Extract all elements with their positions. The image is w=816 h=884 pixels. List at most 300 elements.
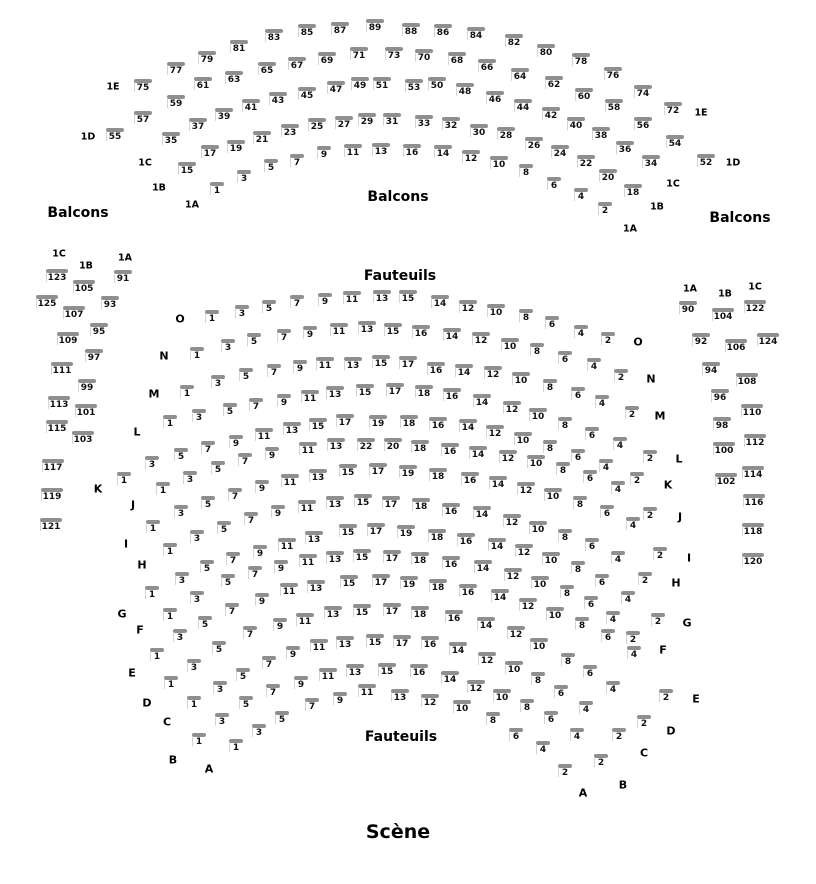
seat[interactable] [543,440,557,454]
seat[interactable] [373,77,391,91]
seat[interactable] [434,145,452,159]
seat[interactable] [484,366,502,380]
seat[interactable] [239,368,253,382]
seat[interactable] [592,127,610,141]
seat[interactable] [339,524,357,538]
seat[interactable] [226,552,240,566]
seat[interactable] [415,385,433,399]
seat[interactable] [519,164,533,178]
seat[interactable] [421,636,439,650]
seat[interactable] [239,696,253,710]
seat[interactable] [453,700,471,714]
seat[interactable] [236,668,250,682]
seat[interactable] [244,512,258,526]
seat[interactable] [286,646,300,660]
seat[interactable] [519,309,533,323]
seat[interactable] [459,419,477,433]
seat[interactable] [308,118,326,132]
seat[interactable] [429,417,447,431]
seat[interactable] [385,47,403,61]
seat[interactable] [252,724,266,738]
seat[interactable] [327,81,345,95]
seat[interactable] [520,699,534,713]
seat[interactable] [514,432,532,446]
seat[interactable] [611,551,625,565]
seat[interactable] [584,596,598,610]
seat[interactable] [411,606,429,620]
seat[interactable] [529,521,547,535]
seat[interactable] [612,728,626,742]
seat[interactable] [741,404,763,418]
seat[interactable] [428,77,446,91]
seat[interactable] [472,332,490,346]
seat[interactable] [175,572,189,586]
seat[interactable] [145,586,159,600]
seat[interactable] [174,448,188,462]
seat[interactable] [544,711,558,725]
seat[interactable] [366,634,384,648]
seat[interactable] [571,561,585,575]
seat[interactable] [431,295,449,309]
seat[interactable] [150,648,164,662]
seat[interactable] [391,689,409,703]
seat[interactable] [579,701,593,715]
seat[interactable] [46,269,68,283]
seat[interactable] [288,57,306,71]
seat[interactable] [659,689,673,703]
seat[interactable] [167,62,185,76]
seat[interactable] [134,79,152,93]
seat[interactable] [402,23,420,37]
seat[interactable] [230,40,248,54]
seat[interactable] [542,107,560,121]
seat[interactable] [326,496,344,510]
seat[interactable] [600,505,614,519]
seat[interactable] [400,576,418,590]
seat[interactable] [255,480,269,494]
seat[interactable] [106,128,124,142]
seat[interactable] [487,304,505,318]
seat[interactable] [570,728,584,742]
seat[interactable] [634,117,652,131]
seat[interactable] [519,598,537,612]
seat[interactable] [101,296,119,310]
seat[interactable] [200,560,214,574]
seat[interactable] [461,472,479,486]
seat[interactable] [443,328,461,342]
seat[interactable] [488,538,506,552]
seat[interactable] [358,684,376,698]
seat[interactable] [309,469,327,483]
seat[interactable] [40,518,62,532]
seat[interactable] [536,741,550,755]
seat[interactable] [606,611,620,625]
seat[interactable] [384,323,402,337]
seat[interactable] [527,455,545,469]
seat[interactable] [529,408,547,422]
seat[interactable] [237,170,251,184]
seat[interactable] [713,442,735,456]
seat[interactable] [318,52,336,66]
seat[interactable] [225,71,243,85]
seat[interactable] [235,305,249,319]
seat[interactable] [145,456,159,470]
seat[interactable] [501,338,519,352]
seat[interactable] [599,459,613,473]
seat[interactable] [442,117,460,131]
seat[interactable] [267,364,281,378]
seat[interactable] [499,450,517,464]
seat[interactable] [305,698,319,712]
seat[interactable] [455,364,473,378]
seat[interactable] [412,498,430,512]
seat[interactable] [400,415,418,429]
seat[interactable] [604,67,622,81]
seat[interactable] [330,323,348,337]
seat[interactable] [201,145,219,159]
seat[interactable] [572,53,590,67]
seat[interactable] [205,310,219,324]
seat[interactable] [248,566,262,580]
seat[interactable] [242,99,260,113]
seat[interactable] [503,401,521,415]
seat[interactable] [473,394,491,408]
seat[interactable] [595,395,609,409]
seat[interactable] [712,308,734,322]
seat[interactable] [274,560,288,574]
seat[interactable] [491,589,509,603]
seat[interactable] [515,544,533,558]
seat[interactable] [595,574,609,588]
seat[interactable] [666,135,684,149]
seat[interactable] [187,696,201,710]
seat[interactable] [625,406,639,420]
seat[interactable] [212,641,226,655]
seat[interactable] [356,384,374,398]
seat[interactable] [75,404,97,418]
seat[interactable] [383,603,401,617]
seat[interactable] [283,422,301,436]
seat[interactable] [293,360,307,374]
seat[interactable] [213,681,227,695]
seat[interactable] [711,389,729,403]
seat[interactable] [326,551,344,565]
seat[interactable] [190,530,204,544]
seat[interactable] [442,503,460,517]
seat[interactable] [467,680,485,694]
seat[interactable] [616,141,634,155]
seat[interactable] [238,453,252,467]
seat[interactable] [573,496,587,510]
seat[interactable] [560,585,574,599]
seat[interactable] [221,339,235,353]
seat[interactable] [547,177,561,191]
seat[interactable] [585,427,599,441]
seat[interactable] [190,591,204,605]
seat[interactable] [255,428,273,442]
seat[interactable] [428,529,446,543]
seat[interactable] [369,463,387,477]
seat[interactable] [558,529,572,543]
seat[interactable] [449,642,467,656]
seat[interactable] [180,385,194,399]
seat[interactable] [266,684,280,698]
seat[interactable] [531,576,549,590]
seat[interactable] [410,664,428,678]
seat[interactable] [357,438,375,452]
seat[interactable] [611,481,625,495]
seat[interactable] [679,301,697,315]
seat[interactable] [505,661,523,675]
seat[interactable] [277,329,291,343]
seat[interactable] [478,652,496,666]
seat[interactable] [736,373,758,387]
seat[interactable] [399,356,417,370]
seat[interactable] [162,132,180,146]
seat[interactable] [558,417,572,431]
seat[interactable] [530,343,544,357]
seat[interactable] [258,62,276,76]
seat[interactable] [372,574,390,588]
seat[interactable] [211,461,225,475]
seat[interactable] [469,446,487,460]
seat[interactable] [264,159,278,173]
seat[interactable] [434,24,452,38]
seat[interactable] [36,295,58,309]
seat[interactable] [146,520,160,534]
seat[interactable] [198,616,212,630]
seat[interactable] [335,116,353,130]
seat[interactable] [163,608,177,622]
seat[interactable] [90,323,108,337]
seat[interactable] [221,574,235,588]
seat[interactable] [517,482,535,496]
seat[interactable] [429,579,447,593]
seat[interactable] [544,488,562,502]
seat[interactable] [653,547,667,561]
seat[interactable] [651,613,665,627]
seat[interactable] [326,386,344,400]
seat[interactable] [507,626,525,640]
seat[interactable] [353,549,371,563]
seat[interactable] [134,111,152,125]
seat[interactable] [255,593,269,607]
seat[interactable] [459,584,477,598]
seat[interactable] [281,124,299,138]
seat[interactable] [637,715,651,729]
seat[interactable] [303,326,317,340]
seat[interactable] [605,99,623,113]
seat[interactable] [583,470,597,484]
seat[interactable] [174,505,188,519]
seat[interactable] [339,464,357,478]
seat[interactable] [201,441,215,455]
seat[interactable] [372,355,390,369]
seat[interactable] [583,665,597,679]
seat[interactable] [372,143,390,157]
seat[interactable] [486,91,504,105]
seat[interactable] [626,517,640,531]
seat[interactable] [310,639,328,653]
seat[interactable] [571,449,585,463]
seat[interactable] [613,437,627,451]
seat[interactable] [626,631,640,645]
seat[interactable] [556,462,570,476]
seat[interactable] [41,488,63,502]
seat[interactable] [429,468,447,482]
seat[interactable] [336,636,354,650]
seat[interactable] [192,409,206,423]
seat[interactable] [354,494,372,508]
seat[interactable] [48,396,70,410]
seat[interactable] [459,300,477,314]
seat[interactable] [350,47,368,61]
seat[interactable] [384,438,402,452]
seat[interactable] [298,500,316,514]
seat[interactable] [217,521,231,535]
seat[interactable] [358,113,376,127]
seat[interactable] [299,554,317,568]
seat[interactable] [399,290,417,304]
seat[interactable] [462,150,480,164]
seat[interactable] [369,415,387,429]
seat[interactable] [201,496,215,510]
seat[interactable] [606,681,620,695]
seat[interactable] [713,417,731,431]
seat[interactable] [545,76,563,90]
seat[interactable] [223,403,237,417]
seat[interactable] [575,617,589,631]
seat[interactable] [164,676,178,690]
seat[interactable] [558,764,572,778]
seat[interactable] [386,383,404,397]
seat[interactable] [511,68,529,82]
seat[interactable] [411,440,429,454]
seat[interactable] [51,362,73,376]
seat[interactable] [247,333,261,347]
seat[interactable] [225,603,239,617]
seat[interactable] [397,525,415,539]
seat[interactable] [281,474,299,488]
seat[interactable] [367,523,385,537]
seat[interactable] [509,728,523,742]
seat[interactable] [504,568,522,582]
seat[interactable] [598,202,612,216]
seat[interactable] [290,154,304,168]
seat[interactable] [189,118,207,132]
seat[interactable] [163,543,177,557]
seat[interactable] [634,85,652,99]
seat[interactable] [393,635,411,649]
seat[interactable] [344,144,362,158]
seat[interactable] [85,349,103,363]
seat[interactable] [72,431,94,445]
seat[interactable] [457,533,475,547]
seat[interactable] [624,184,642,198]
seat[interactable] [290,295,304,309]
seat[interactable] [358,321,376,335]
seat[interactable] [262,300,276,314]
seat[interactable] [742,523,764,537]
seat[interactable] [229,739,243,753]
seat[interactable] [249,398,263,412]
seat[interactable] [46,420,68,434]
seat[interactable] [294,676,308,690]
seat[interactable] [627,646,641,660]
seat[interactable] [173,629,187,643]
seat[interactable] [643,450,657,464]
seat[interactable] [340,575,358,589]
seat[interactable] [317,146,331,160]
seat[interactable] [445,610,463,624]
seat[interactable] [489,476,507,490]
seat[interactable] [427,362,445,376]
seat[interactable] [319,668,337,682]
seat[interactable] [561,653,575,667]
seat[interactable] [117,472,131,486]
seat[interactable] [490,156,508,170]
seat[interactable] [531,672,545,686]
seat[interactable] [697,154,715,168]
seat[interactable] [301,390,319,404]
seat[interactable] [594,754,608,768]
seat[interactable] [574,325,588,339]
seat[interactable] [167,95,185,109]
seat[interactable] [378,663,396,677]
seat[interactable] [309,418,327,432]
seat[interactable] [346,664,364,678]
seat[interactable] [324,606,342,620]
seat[interactable] [486,425,504,439]
seat[interactable] [630,472,644,486]
seat[interactable] [331,22,349,36]
seat[interactable] [554,685,568,699]
seat[interactable] [743,494,765,508]
seat[interactable] [601,629,615,643]
seat[interactable] [382,496,400,510]
seat[interactable] [642,155,660,169]
seat[interactable] [198,51,216,65]
seat[interactable] [215,713,229,727]
seat[interactable] [702,362,720,376]
seat[interactable] [638,572,652,586]
seat[interactable] [530,638,548,652]
seat[interactable] [296,613,314,627]
seat[interactable] [262,656,276,670]
seat[interactable] [271,505,285,519]
seat[interactable] [383,550,401,564]
seat[interactable] [614,369,628,383]
seat[interactable] [383,113,401,127]
seat[interactable] [277,394,291,408]
seat[interactable] [664,102,682,116]
seat[interactable] [215,108,233,122]
seat[interactable] [156,482,170,496]
seat[interactable] [415,49,433,63]
seat[interactable] [575,88,593,102]
seat[interactable] [442,556,460,570]
seat[interactable] [305,531,323,545]
seat[interactable] [744,300,766,314]
seat[interactable] [441,443,459,457]
seat[interactable] [344,357,362,371]
seat[interactable] [621,591,635,605]
seat[interactable] [497,127,515,141]
seat[interactable] [253,545,267,559]
seat[interactable] [473,506,491,520]
seat[interactable] [343,291,361,305]
seat[interactable] [412,325,430,339]
